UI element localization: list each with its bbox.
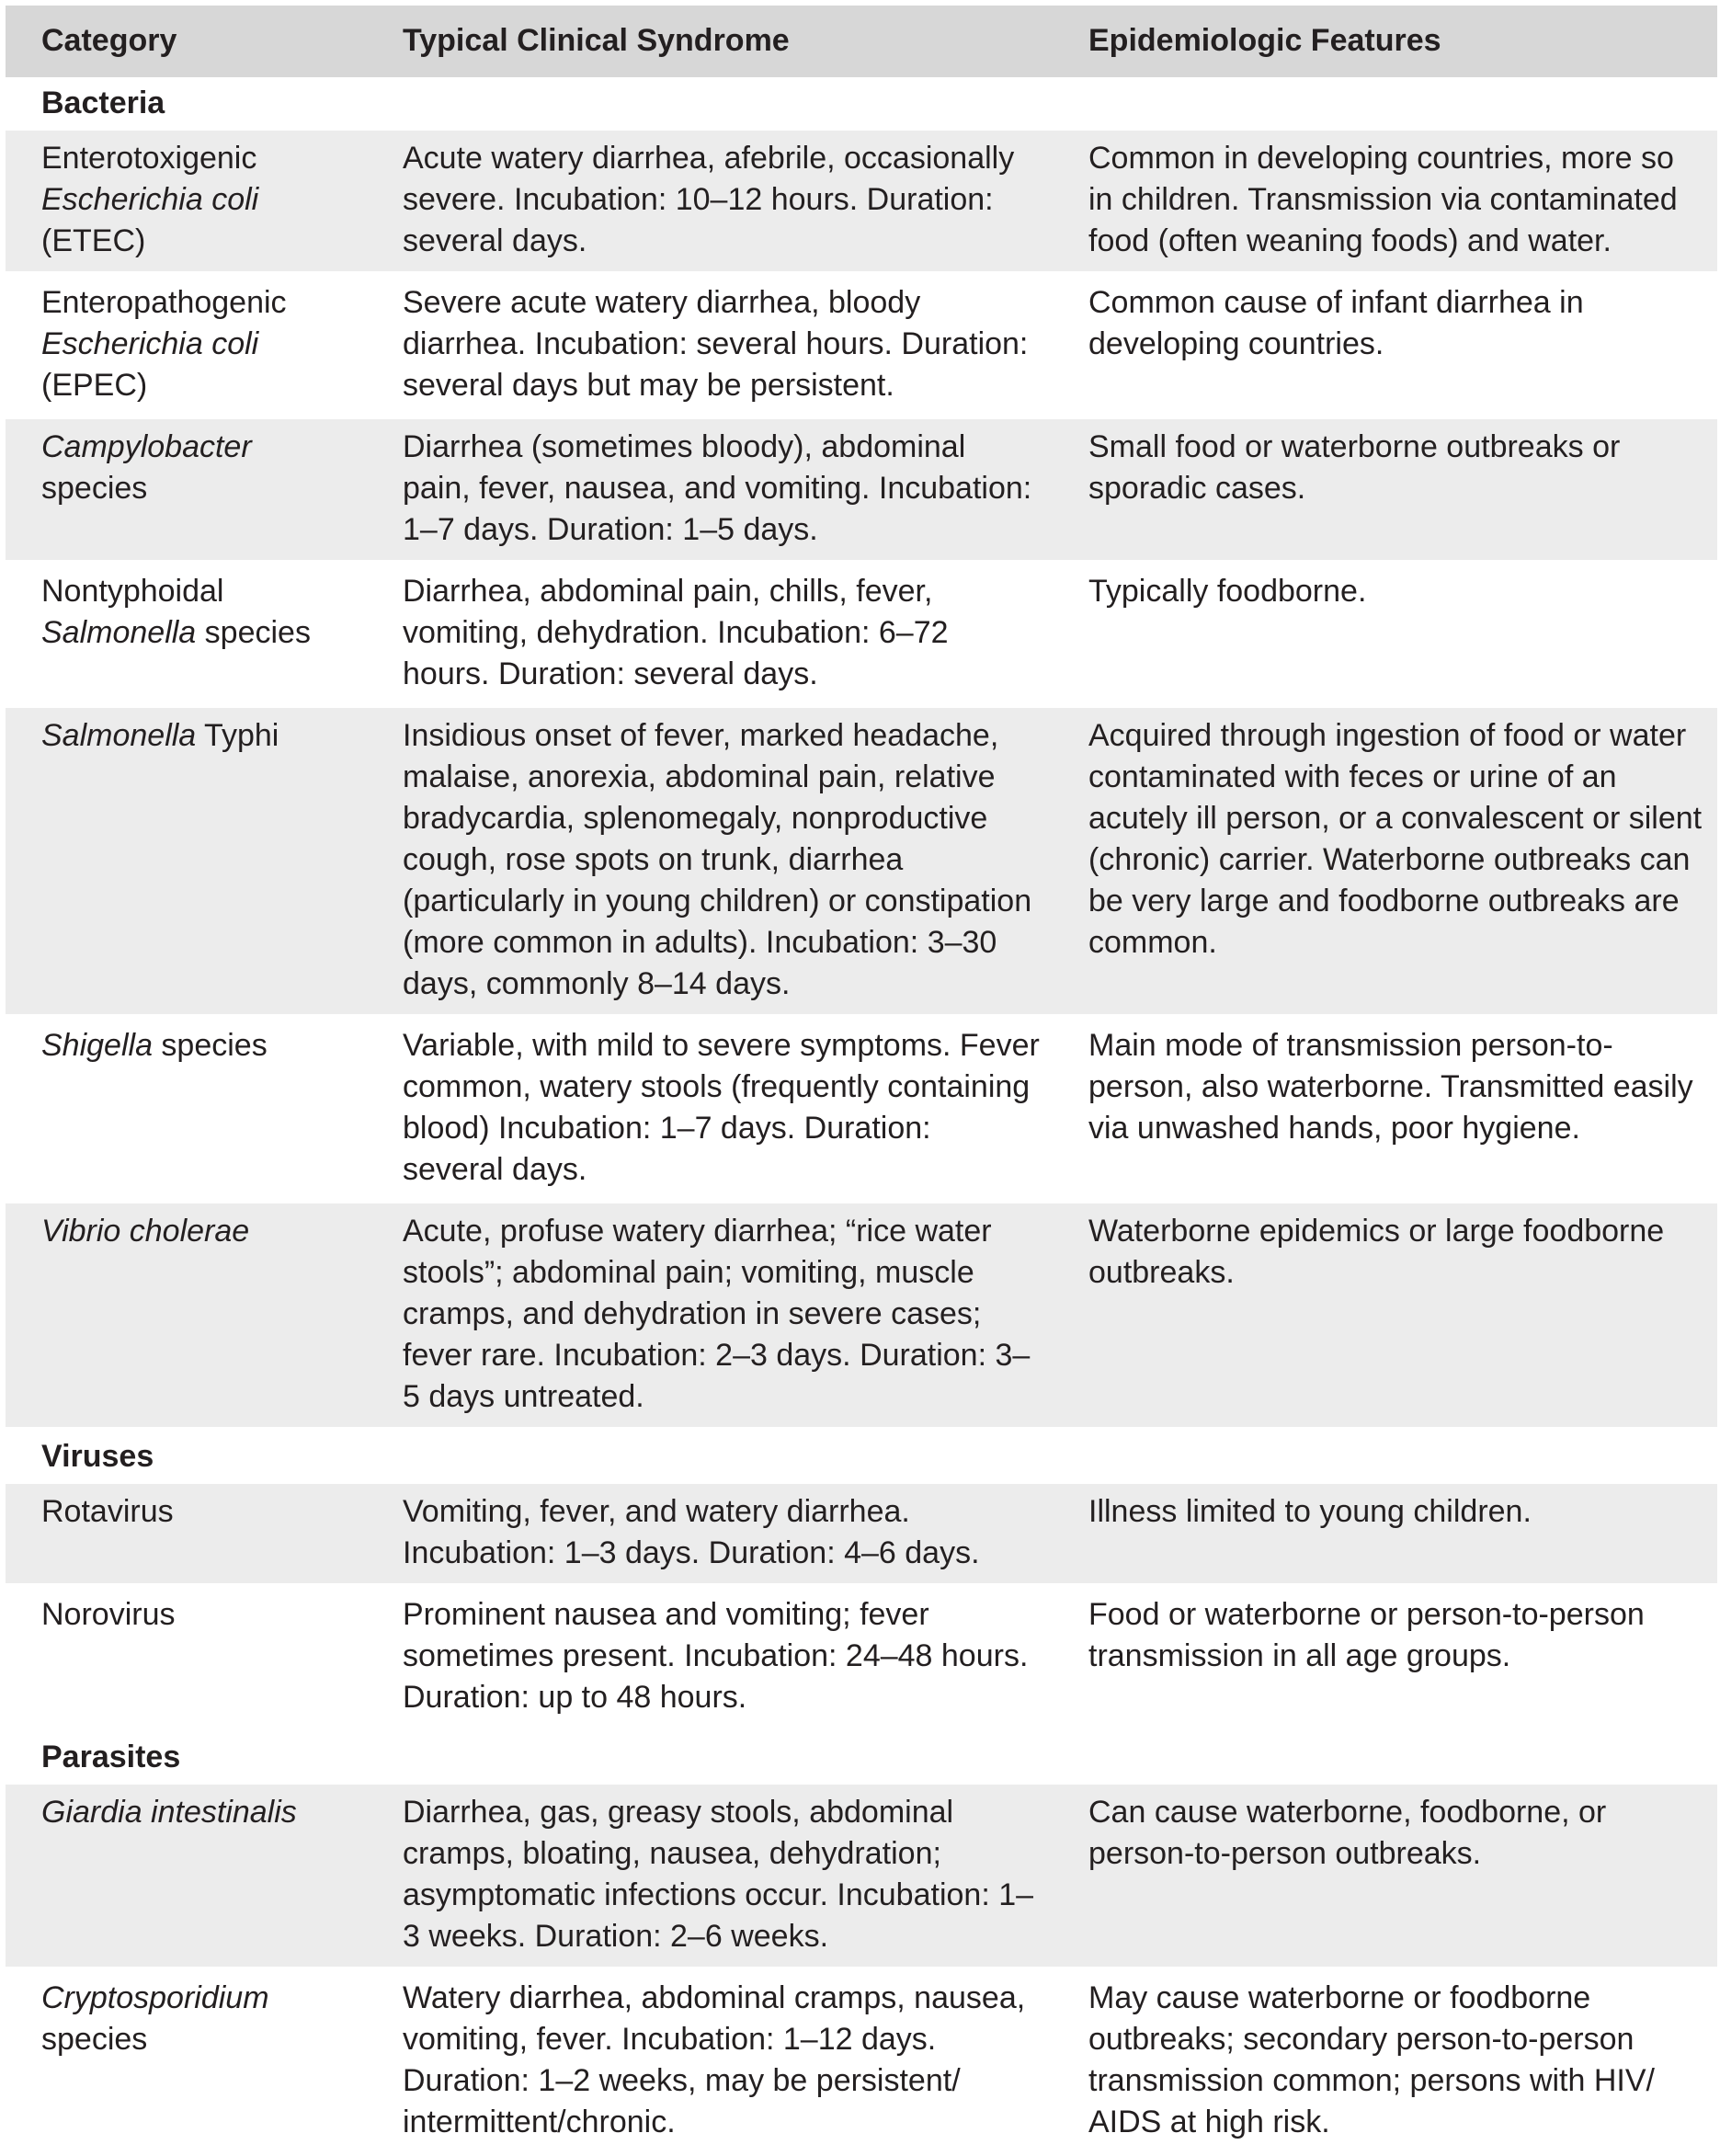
- syndrome-cell: Diarrhea (sometimes bloody), abdominal pain, fever, nausea, and vomiting. Incubation: 1–7 days. Duration: 1–5 days.: [403, 429, 1032, 547]
- table-row: [6, 1785, 1717, 1968]
- header-row: [6, 6, 1717, 77]
- table-row: [6, 706, 1717, 1016]
- category-cell: [6, 708, 367, 766]
- category-text: Escherichia coli: [41, 182, 259, 217]
- section-title: Viruses: [41, 1439, 154, 1474]
- epidemiology-cell: Can cause waterborne, foodborne, or person-to-person outbreaks.: [1088, 1795, 1607, 1871]
- category-cell: [6, 275, 367, 416]
- section-row: [6, 77, 1717, 131]
- category-text: (ETEC): [41, 223, 146, 258]
- table-row: [6, 131, 1717, 273]
- epidemiology-cell: Small food or waterborne outbreaks or sporadic cases.: [1088, 429, 1621, 506]
- header-epidemiology: Epidemiologic Features: [1053, 6, 1717, 77]
- epidemiology-cell: May cause waterborne or foodborne outbreaks; secondary person-to-person transmission common; persons with HIV/ AIDS at high risk.: [1088, 1980, 1655, 2139]
- syndrome-cell: Diarrhea, abdominal pain, chills, fever, vomiting, dehydration. Incubation: 6–72 hours. Duration: several days.: [403, 574, 949, 691]
- header-syndrome: Typical Clinical Syndrome: [367, 6, 1053, 77]
- syndrome-cell: Watery diarrhea, abdominal cramps, nausea, vomiting, fever. Incubation: 1–12 days. Duration: 1–2 weeks, may be persistent/ intermittent/chronic.: [403, 1980, 1026, 2139]
- syndrome-cell: Diarrhea, gas, greasy stools, abdominal cramps, bloating, nausea, dehydration; asymptomatic infections occur. Incubation: 1–3 weeks. Duration: 2–6 weeks.: [403, 1795, 1034, 1954]
- category-text: Rotavirus: [41, 1494, 174, 1529]
- syndrome-cell: Severe acute watery diarrhea, bloody diarrhea. Incubation: several hours. Duration: several days but may be persistent.: [403, 285, 1029, 403]
- category-text: Vibrio cholerae: [41, 1214, 250, 1249]
- epidemiology-cell: Common in developing countries, more so in children. Transmission via contaminated food (often weaning foods) and water.: [1088, 141, 1678, 258]
- table-row: [6, 1585, 1717, 1729]
- section-title: Bacteria: [41, 86, 165, 120]
- epidemiology-cell: Main mode of transmission person-to-person, also waterborne. Transmitted easily via unwashed hands, poor hygiene.: [1088, 1028, 1693, 1146]
- category-text: Campylobacter: [41, 429, 252, 464]
- category-text: species: [196, 615, 311, 650]
- category-text: Shigella: [41, 1028, 153, 1063]
- syndrome-cell: Acute, profuse watery diarrhea; “rice water stools”; abdominal pain; vomiting, muscle cramps, and dehydration in severe cases; fever rare. Incubation: 2–3 days. Duration: 3–5 days untreated.: [403, 1214, 1031, 1414]
- syndrome-cell: Acute watery diarrhea, afebrile, occasionally severe. Incubation: 10–12 hours. Duration: several days.: [403, 141, 1015, 258]
- pathogen-table: [6, 6, 1717, 2156]
- section-row: [6, 1429, 1717, 1484]
- table-row: [6, 273, 1717, 417]
- category-text: Cryptosporidium: [41, 1980, 269, 2015]
- epidemiology-cell: Waterborne epidemics or large foodborne outbreaks.: [1088, 1214, 1665, 1290]
- category-cell: [6, 1203, 367, 1261]
- category-cell: [6, 131, 367, 271]
- syndrome-cell: Vomiting, fever, and watery diarrhea. Incubation: 1–3 days. Duration: 4–6 days.: [403, 1494, 980, 1570]
- category-text: Salmonella: [41, 718, 197, 753]
- category-text: species: [41, 2022, 148, 2057]
- category-cell: [6, 564, 367, 663]
- syndrome-cell: Variable, with mild to severe symptoms. Fever common, watery stools (frequently containing blood) Incubation: 1–7 days. Duration: several days.: [403, 1028, 1040, 1187]
- category-text: Enterotoxigenic: [41, 141, 257, 176]
- table-row: [6, 562, 1717, 706]
- category-cell: [6, 1970, 367, 2070]
- category-text: Nontyphoidal: [41, 574, 224, 609]
- table-row: [6, 1484, 1717, 1585]
- category-text: Giardia intestinalis: [41, 1795, 297, 1830]
- header-category: Category: [6, 6, 367, 77]
- category-text: Typhi: [196, 718, 279, 753]
- category-cell: [6, 1484, 367, 1542]
- table-row: [6, 1968, 1717, 2154]
- table-row: [6, 417, 1717, 562]
- category-text: (EPEC): [41, 368, 148, 403]
- epidemiology-cell: Common cause of infant diarrhea in developing countries.: [1088, 285, 1584, 361]
- epidemiology-cell: Typically foodborne.: [1088, 574, 1367, 609]
- section-title: Parasites: [41, 1740, 181, 1774]
- epidemiology-cell: Illness limited to young children.: [1088, 1494, 1532, 1529]
- category-cell: [6, 419, 367, 519]
- epidemiology-cell: Food or waterborne or person-to-person transmission in all age groups.: [1088, 1597, 1645, 1673]
- table-row: [6, 1202, 1717, 1429]
- category-cell: [6, 1018, 367, 1076]
- category-text: Salmonella: [41, 615, 197, 650]
- syndrome-cell: Insidious onset of fever, marked headache, malaise, anorexia, abdominal pain, relative bradycardia, splenomegaly, nonproductive cough, rose spots on trunk, diarrhea (particularly in young children) or constipation (more common in adults). Incubation: 3–30 days, commonly 8–14 days.: [403, 718, 1032, 1001]
- category-text: Norovirus: [41, 1597, 176, 1632]
- table-container: [6, 6, 1717, 2156]
- category-text: Enteropathogenic: [41, 285, 287, 320]
- section-row: [6, 1729, 1717, 1785]
- category-cell: [6, 1587, 367, 1645]
- category-text: species: [152, 1028, 268, 1063]
- epidemiology-cell: Acquired through ingestion of food or water contaminated with feces or urine of an acutely ill person, or a convalescent or silent (chronic) carrier. Waterborne outbreaks can be very large and foodborne outbreaks are common.: [1088, 718, 1703, 960]
- table-row: [6, 1016, 1717, 1202]
- syndrome-cell: Prominent nausea and vomiting; fever sometimes present. Incubation: 24–48 hours. Duration: up to 48 hours.: [403, 1597, 1029, 1715]
- category-text: Escherichia coli: [41, 326, 259, 361]
- category-cell: [6, 1785, 367, 1842]
- category-text: species: [41, 471, 148, 506]
